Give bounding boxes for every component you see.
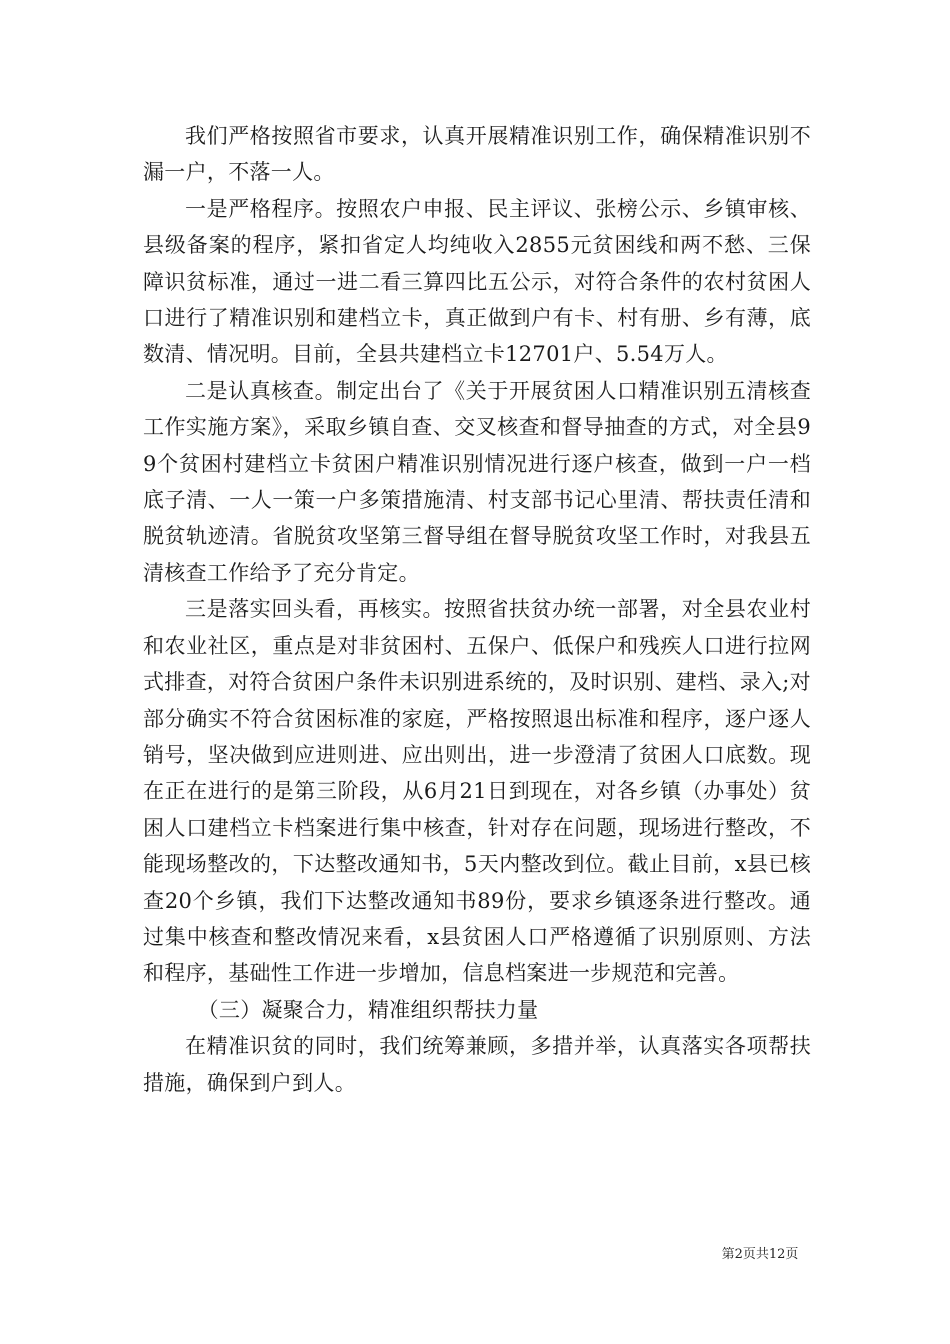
section-heading: （三）凝聚合力，精准组织帮扶力量 <box>197 997 539 1022</box>
paragraph-review-again: 三是落实回头看，再核实。按照省扶贫办统一部署，对全县农业村和农业社区，重点是对非贫困村、五保户、低保户和残疾人口进行拉网式排查，对符合贫困户条件未识别进系统的，及时识别、建档、录入;对部分确实不符合贫困标准的家庭，严格按照退出标准和程序，逐户逐人销号，坚决做到应进则进、应出则出，进一步澄清了贫困人口底数。现在正在进行的是第三阶段，从6月21日到现在，对各乡镇（办事处）贫困人口建档立卡档案进行集中核查，针对存在问题，现场进行整改，不能现场整改的，下达整改通知书，5天内整改到位。截止目前，x县已核查20个乡镇，我们下达整改通知书89份，要求乡镇逐条进行整改。通过集中核查和整改情况来看，x县贫困人口严格遵循了识别原则、方法和程序，基础性工作进一步增加，信息档案进一步规范和完善。 <box>143 597 811 986</box>
page-footer <box>0 1243 950 1262</box>
paragraph-assistance: 在精准识贫的同时，我们统筹兼顾，多措并举，认真落实各项帮扶措施，确保到户到人。 <box>143 1034 811 1095</box>
page-number: 第2页共12页 <box>721 1247 799 1262</box>
document-body <box>143 118 811 1101</box>
paragraph-strict-procedure: 一是严格程序。按照农户申报、民主评议、张榜公示、乡镇审核、县级备案的程序，紧扣省定人均纯收入2855元贫困线和两不愁、三保障识贫标准，通过一进二看三算四比五公示，对符合条件的农村贫困人口进行了精准识别和建档立卡，真正做到户有卡、村有册、乡有薄，底数清、情况明。目前，全县共建档立卡12701户、5.54万人。 <box>143 196 811 367</box>
paragraph-intro: 我们严格按照省市要求，认真开展精准识别工作，确保精准识别不漏一户，不落一人。 <box>143 124 811 185</box>
paragraph-careful-verification: 二是认真核查。制定出台了《关于开展贫困人口精准识别五清核查工作实施方案》，采取乡镇自查、交叉核查和督导抽查的方式，对全县99个贫困村建档立卡贫困户精准识别情况进行逐户核查，做到一户一档底子清、一人一策一户多策措施清、村支部书记心里清、帮扶责任清和脱贫轨迹清。省脱贫攻坚第三督导组在督导脱贫攻坚工作时，对我县五清核查工作给予了充分肯定。 <box>143 378 811 585</box>
